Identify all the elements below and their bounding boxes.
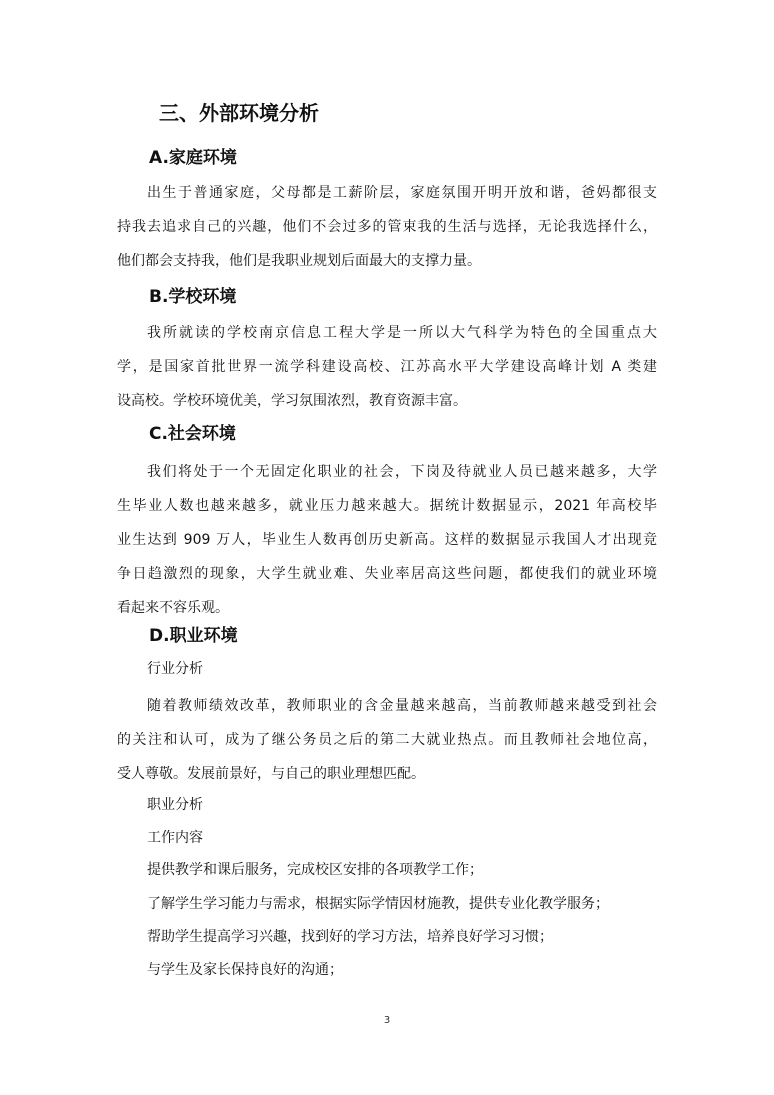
family-heading: A.家庭环境 <box>149 148 237 168</box>
society-heading: C.社会环境 <box>149 424 236 444</box>
industry-analysis-label: 行业分析 <box>147 661 203 677</box>
paragraph-line: 看起来不容乐观。 <box>117 600 229 616</box>
paragraph-line: 学，是国家首批世界一流学科建设高校、江苏高水平大学建设高峰计划 A 类建 <box>117 359 657 375</box>
paragraph-line: 生毕业人数也越来越多，就业压力越来越大。据统计数据显示，2021 年高校毕 <box>117 498 657 514</box>
work-item: 帮助学生提高学习兴趣，找到好的学习方法，培养良好学习习惯； <box>147 929 553 945</box>
paragraph-line: 设高校。学校环境优美，学习氛围浓烈，教育资源丰富。 <box>117 393 467 409</box>
paragraph-line: 我们将处于一个无固定化职业的社会，下岗及待就业人员已越来越多，大学 <box>147 464 657 480</box>
paragraph-line: 持我去追求自己的兴趣，他们不会过多的管束我的生活与选择，无论我选择什么， <box>117 219 657 235</box>
society-paragraph <box>117 455 657 625</box>
industry-paragraph <box>117 689 657 791</box>
work-item: 提供教学和课后服务，完成校区安排的各项教学工作； <box>147 862 483 878</box>
school-heading: B.学校环境 <box>149 287 237 307</box>
career-heading: D.职业环境 <box>149 626 238 646</box>
paragraph-line: 出生于普通家庭，父母都是工薪阶层，家庭氛围开明开放和谐，爸妈都很支 <box>147 185 657 201</box>
paragraph-line: 的关注和认可，成为了继公务员之后的第二大就业热点。而且教师社会地位高， <box>117 732 657 748</box>
paragraph-line: 随着教师绩效改革，教师职业的含金量越来越高，当前教师越来越受到社会 <box>147 698 657 714</box>
paragraph-line: 争日趋激烈的现象，大学生就业难、失业率居高这些问题，都使我们的就业环境 <box>117 566 657 582</box>
section-heading: 三、外部环境分析 <box>159 101 319 125</box>
paragraph-line: 他们都会支持我，他们是我职业规划后面最大的支撑力量。 <box>117 253 481 269</box>
paragraph-line: 我所就读的学校南京信息工程大学是一所以大气科学为特色的全国重点大 <box>147 325 657 341</box>
family-paragraph <box>117 176 657 278</box>
school-paragraph <box>117 316 657 418</box>
paragraph-line: 受人尊敬。发展前景好，与自己的职业理想匹配。 <box>117 766 425 782</box>
job-analysis-label: 职业分析 <box>147 797 203 813</box>
work-item: 与学生及家长保持良好的沟通； <box>147 962 343 978</box>
work-item: 了解学生学习能力与需求，根据实际学情因材施教，提供专业化教学服务； <box>147 896 609 912</box>
paragraph-line: 业生达到 909 万人，毕业生人数再创历史新高。这样的数据显示我国人才出现竞 <box>117 532 657 548</box>
page-number: 3 <box>383 1015 391 1026</box>
work-content-label: 工作内容 <box>147 830 203 846</box>
